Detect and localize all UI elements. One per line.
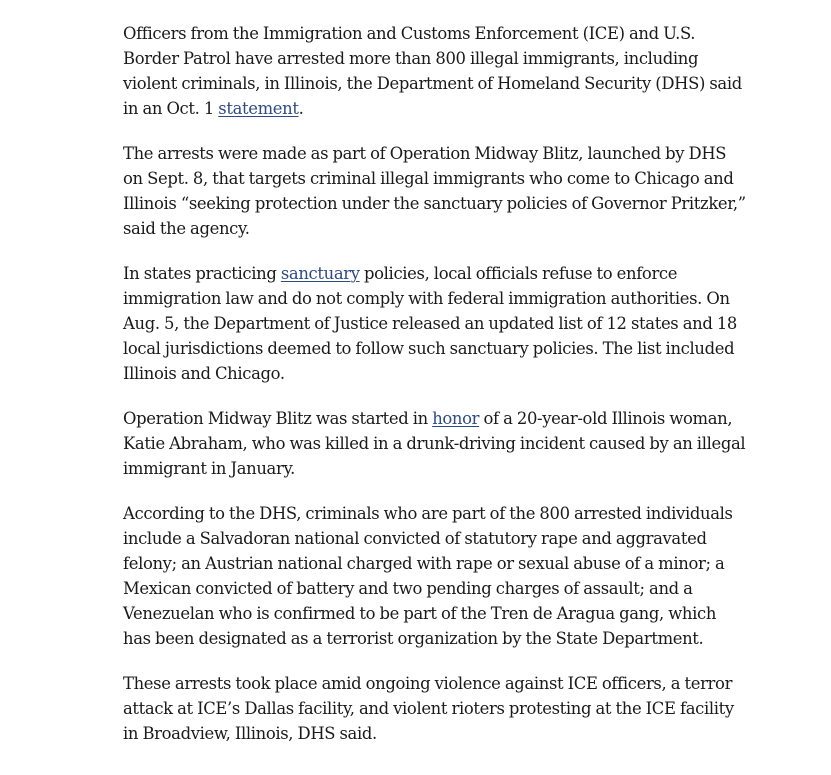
paragraph-2: The arrests were made as part of Operation Midway Blitz, launched by DHS on Sept. 8, that targets criminal illegal immigrants who come to Chicago and Illinois “seeking protection under the sanctuary policies of Governor Pritzker,” said the agency. <box>123 144 746 238</box>
paragraph-4-text-before: Operation Midway Blitz was started in <box>123 409 433 428</box>
paragraph-3-text-before: In states practicing <box>123 264 281 283</box>
paragraph-1-text-before: Officers from the Immigration and Customs Enforcement (ICE) and U.S. Border Patrol have arrested more than 800 illegal immigrants, including violent criminals, in Illinois, the Department of Homeland Security (DHS) said in an Oct. 1 <box>123 24 742 118</box>
paragraph-6: These arrests took place amid ongoing violence against ICE officers, a terror attack at ICE’s Dallas facility, and violent rioters protesting at the ICE facility in Broadview, Illinois, DHS said. <box>123 674 734 743</box>
sanctuary-link[interactable]: sanctuary <box>280 264 360 283</box>
paragraph-3-text-after: policies, local officials refuse to enforce immigration law and do not comply with federal immigration authorities. On Aug. 5, the Department of Justice released an updated list of 12 states and 18 local jurisdictions deemed to follow such sanctuary policies. The list included Illinois and Chicago. <box>123 264 738 383</box>
article-body <box>123 21 747 766</box>
paragraph-4 <box>123 406 747 481</box>
statement-link[interactable]: statement <box>218 99 299 118</box>
paragraph-4-text-after: of a 20-year-old Illinois woman, Katie Abraham, who was killed in a drunk-driving incident caused by an illegal immigrant in January. <box>123 409 746 478</box>
paragraph-1-text-after: . <box>298 99 304 118</box>
paragraph-1 <box>123 21 747 121</box>
honor-link[interactable]: honor <box>432 409 480 428</box>
paragraph-5: According to the DHS, criminals who are part of the 800 arrested individuals include a Salvadoran national convicted of statutory rape and aggravated felony; an Austrian national charged with rape or sexual abuse of a minor; a Mexican convicted of battery and two pending charges of assault; and a Venezuelan who is confirmed to be part of the Tren de Aragua gang, which has been designated as a terrorist organization by the State Department. <box>123 504 733 648</box>
paragraph-3 <box>123 261 747 386</box>
